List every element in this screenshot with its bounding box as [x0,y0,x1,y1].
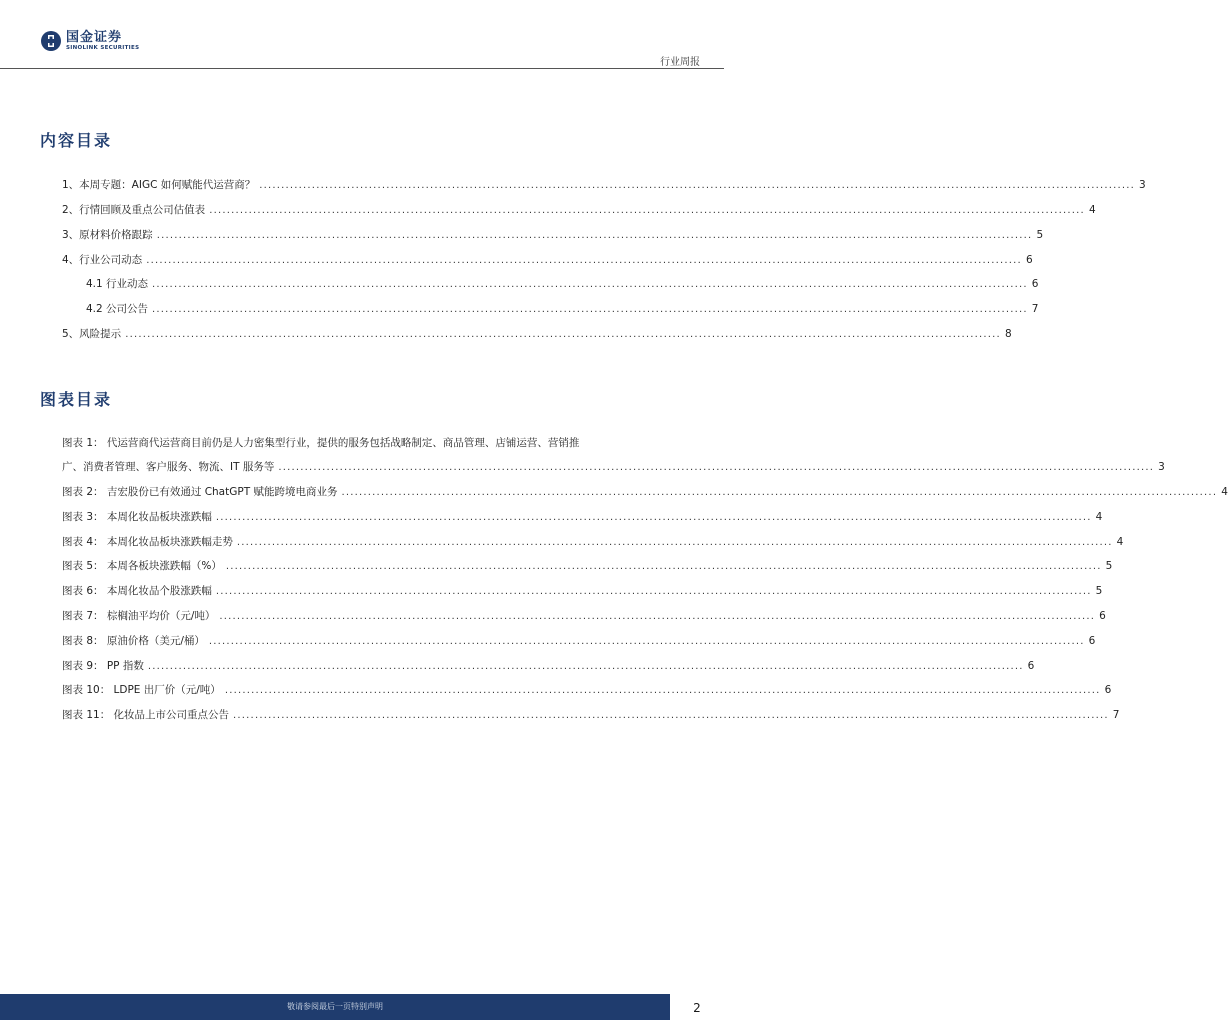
leader-dots: ........................................................................................................................................................................................................ [225,561,1102,572]
leader-dots: ........................................................................................................................................................................................................ [208,636,1085,647]
contents-entry[interactable] [86,301,1039,316]
contents-title: 内容目录 [40,131,113,150]
figure-entry-label: 图表 6： 本周化妆品个股涨跌幅 [62,585,212,597]
figures-title: 图表目录 [40,390,113,409]
figure-entry-label: 图表 11： 化妆品上市公司重点公告 [62,709,230,721]
leader-dots: ........................................................................................................................................................................................................ [224,685,1101,696]
figure-entry-page: 5 [1105,560,1113,572]
header-divider [0,68,724,69]
figure-entry[interactable] [62,558,1113,573]
footer-disclaimer: 敬请参阅最后一页特别声明 [287,1002,383,1011]
figure-entry[interactable] [62,534,1124,549]
contents-entry[interactable] [62,252,1033,267]
figure-entry-label: 图表 2： 吉宏股份已有效通过 ChatGPT 赋能跨境电商业务 [62,486,338,498]
figure-entry-page: 4 [1095,511,1103,523]
contents-entry-label: 4.2 公司公告 [86,303,149,315]
leader-dots: ........................................................................................................................................................................................................ [209,205,1085,216]
figure-entry-label: 图表 3： 本周化妆品板块涨跌幅 [62,511,212,523]
leader-dots: ........................................................................................................................................................................................................ [125,329,1001,340]
company-name-en: SINOLINK SECURITIES [66,44,140,51]
figure-entry-text-line2: 广、消费者管理、客户服务、物流、IT 服务等 [62,461,275,473]
leader-dots: ........................................................................................................................................................................................................ [215,512,1092,523]
figure-entry-page: 4 [1116,536,1124,548]
figure-entry-label: 图表 10： LDPE 出厂价（元/吨） [62,684,221,696]
leader-dots: ........................................................................................................................................................................................................ [233,710,1109,721]
contents-entry-label: 3、原材料价格跟踪 [62,229,153,241]
contents-entry-page: 6 [1031,278,1039,290]
figure-entry[interactable] [62,484,1228,499]
figure-entry-page: 4 [1221,486,1228,498]
leader-dots: ........................................................................................................................................................................................................ [341,487,1218,498]
figure-entry[interactable] [62,707,1120,722]
contents-entry-label: 4、行业公司动态 [62,254,143,266]
figure-entry[interactable] [62,509,1103,524]
page-number: 2 [670,994,724,1024]
report-type: 行业周报 [660,57,700,68]
contents-entry[interactable] [62,202,1096,217]
contents-entry-label: 4.1 行业动态 [86,278,149,290]
contents-entry-page: 5 [1036,229,1044,241]
figure-entry-page: 3 [1158,461,1165,473]
contents-entry-page: 7 [1031,303,1039,315]
figure-entry-page: 6 [1027,660,1035,672]
figure-entry-page: 5 [1095,585,1103,597]
contents-entry[interactable] [86,276,1039,291]
leader-dots: ........................................................................................................................................................................................................ [146,255,1022,266]
figure-entry-label: 图表 8： 原油价格（美元/桶） [62,635,205,647]
contents-entry[interactable] [62,326,1012,341]
contents-entry-label: 5、风险提示 [62,328,122,340]
figure-entry-page: 6 [1088,635,1096,647]
company-name-cn: 国金证券 [66,29,123,45]
leader-dots: ........................................................................................................................................................................................................ [152,304,1028,315]
leader-dots: ........................................................................................................................................................................................................ [259,180,1136,191]
figure-entry-1[interactable] [62,431,1165,480]
leader-dots: ........................................................................................................................................................................................................ [278,462,1155,473]
figure-entry[interactable] [62,633,1096,648]
page-header [0,0,724,70]
contents-entry-label: 1、本周专题：AIGC 如何赋能代运营商？ [62,179,256,191]
contents-entry-page: 8 [1004,328,1012,340]
contents-entry-page: 4 [1088,204,1096,216]
figure-entry[interactable] [62,608,1106,623]
leader-dots: ........................................................................................................................................................................................................ [147,661,1024,672]
leader-dots: ........................................................................................................................................................................................................ [236,537,1113,548]
figure-entry-label: 图表 4： 本周化妆品板块涨跌幅走势 [62,536,233,548]
figure-entry-page: 6 [1099,610,1106,622]
leader-dots: ........................................................................................................................................................................................................ [219,611,1096,622]
contents-entry-page: 3 [1139,179,1146,191]
contents-entry[interactable] [62,227,1044,242]
figure-entry-text-line1: 图表 1： 代运营商代运营商目前仍是人力密集型行业，提供的服务包括战略制定、商品管理、店铺运营、营销推 [62,437,580,449]
figure-entry-label: 图表 5： 本周各板块涨跌幅（%） [62,560,222,572]
leader-dots: ........................................................................................................................................................................................................ [215,586,1092,597]
figure-entry[interactable] [62,658,1035,673]
figure-entry-label: 图表 9： PP 指数 [62,660,144,672]
contents-entry-label: 2、行情回顾及重点公司估值表 [62,204,206,216]
figure-entry[interactable] [62,583,1103,598]
leader-dots: ........................................................................................................................................................................................................ [156,230,1033,241]
company-logo [40,30,139,52]
sinolink-logo-icon [40,30,62,52]
leader-dots: ........................................................................................................................................................................................................ [152,279,1028,290]
figure-entry-label: 图表 7： 棕榈油平均价（元/吨） [62,610,216,622]
contents-entry[interactable] [62,177,1146,192]
contents-entry-page: 6 [1025,254,1033,266]
figure-entry[interactable] [62,682,1112,697]
figure-entry-page: 7 [1112,709,1120,721]
figure-entry-page: 6 [1104,684,1112,696]
